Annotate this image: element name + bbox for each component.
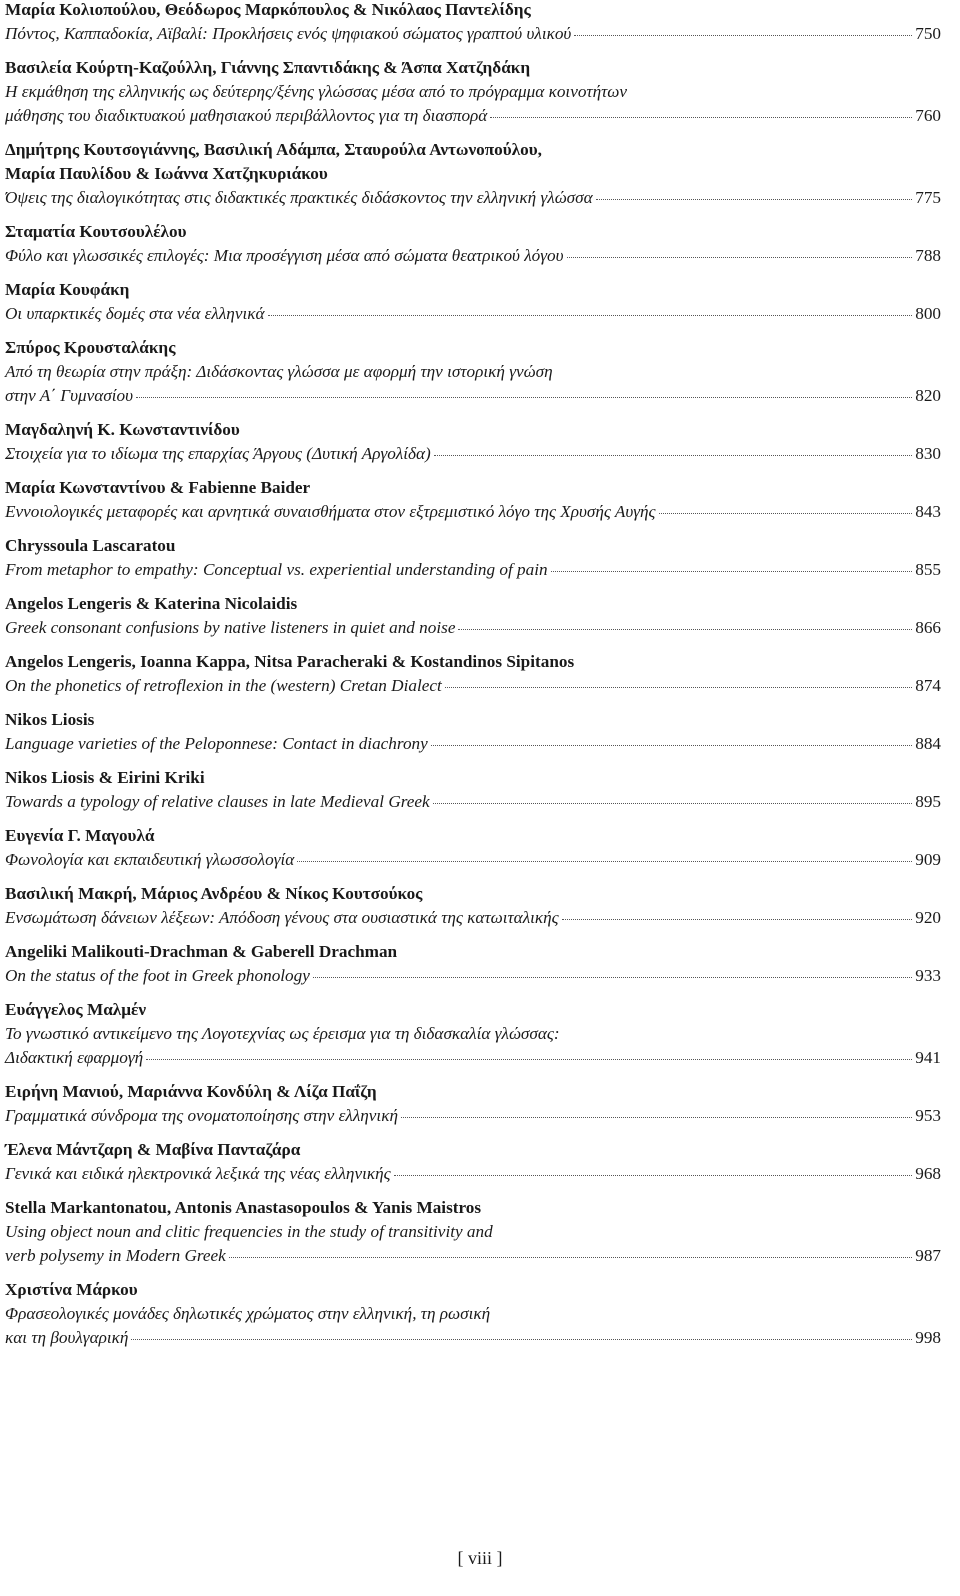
- toc-entry: [5, 278, 941, 326]
- toc-entry: [5, 220, 941, 268]
- entry-authors: Angelos Lengeris, Ioanna Kappa, Nitsa Paracheraki & Kostandinos Sipitanos: [5, 652, 575, 671]
- dot-leader: [313, 976, 912, 978]
- dot-leader: [431, 744, 912, 746]
- entry-authors: Μαγδαληνή Κ. Κωνσταντινίδου: [5, 420, 240, 439]
- toc-entry: [5, 418, 941, 466]
- entry-title-leader-line: [5, 1326, 941, 1350]
- entry-page-number: 941: [915, 1048, 941, 1067]
- entry-authors: Stella Markantonatou, Antonis Anastasopoulos & Yanis Maistros: [5, 1198, 482, 1217]
- entry-page-number: 884: [915, 734, 941, 753]
- entry-title-leader-line: [5, 1244, 941, 1268]
- entry-authors: Ευάγγελος Μαλμέν: [5, 1000, 147, 1019]
- entry-page-number: 800: [915, 304, 941, 323]
- dot-leader: [433, 802, 913, 804]
- dot-leader: [268, 314, 913, 316]
- entry-title-leader-line: [5, 22, 941, 46]
- toc-entry: [5, 766, 941, 814]
- entry-authors: Ευγενία Γ. Μαγουλά: [5, 826, 155, 845]
- entry-title-line: Από τη θεωρία στην πράξη: Διδάσκοντας γλώσσα με αφορμή την ιστορική γνώση: [5, 362, 553, 381]
- entry-title: On the status of the foot in Greek phonology: [5, 966, 310, 985]
- dot-leader: [445, 686, 912, 688]
- entry-title-leader-line: [5, 790, 941, 814]
- entry-title: Όψεις της διαλογικότητας στις διδακτικές πρακτικές διδάσκοντος την ελληνική γλώσσα: [5, 188, 593, 207]
- entry-title-leader-line: [5, 302, 941, 326]
- entry-page-number: 855: [915, 560, 941, 579]
- entry-authors: Nikos Liosis & Eirini Kriki: [5, 768, 205, 787]
- toc-entry: [5, 940, 941, 988]
- entry-authors: Έλενα Μάντζαρη & Μαβίνα Πανταζάρα: [5, 1140, 301, 1159]
- entry-title: Γραμματικά σύνδρομα της ονοματοποίησης στην ελληνική: [5, 1106, 398, 1125]
- toc-entry: [5, 824, 941, 872]
- dot-leader: [297, 860, 912, 862]
- entry-title-leader-line: [5, 848, 941, 872]
- entry-title-leader-line: [5, 674, 941, 698]
- dot-leader: [562, 918, 913, 920]
- entry-authors: Angeliki Malikouti-Drachman & Gaberell Drachman: [5, 942, 398, 961]
- entry-title-line: Η εκμάθηση της ελληνικής ως δεύτερης/ξένης γλώσσας μέσα από το πρόγραμμα κοινοτήτων: [5, 82, 628, 101]
- toc-entry: [5, 56, 941, 128]
- entry-title: Στοιχεία για το ιδίωμα της επαρχίας Άργους (Δυτική Αργολίδα): [5, 444, 431, 463]
- toc-entry: [5, 336, 941, 408]
- dot-leader: [136, 396, 912, 398]
- entry-page-number: 788: [915, 246, 941, 265]
- entry-authors: Βασιλική Μακρή, Μάριος Ανδρέου & Νίκος Κουτσούκος: [5, 884, 423, 903]
- dot-leader: [229, 1256, 912, 1258]
- toc-entry: [5, 1196, 941, 1268]
- entry-title: Οι υπαρκτικές δομές στα νέα ελληνικά: [5, 304, 265, 323]
- entry-title-leader-line: [5, 1046, 941, 1070]
- entry-authors: Χριστίνα Μάρκου: [5, 1280, 138, 1299]
- entry-title-line: Φρασεολογικές μονάδες δηλωτικές χρώματος στην ελληνική, τη ρωσική: [5, 1304, 491, 1323]
- dot-leader: [551, 570, 913, 572]
- dot-leader: [401, 1116, 912, 1118]
- entry-page-number: 820: [915, 386, 941, 405]
- toc-entry: [5, 0, 941, 46]
- entry-title-leader-line: [5, 384, 941, 408]
- toc-entry: [5, 1080, 941, 1128]
- entry-page-number: 920: [915, 908, 941, 927]
- entry-title: μάθησης του διαδικτυακού μαθησιακού περιβάλλοντος για τη διασπορά: [5, 106, 488, 125]
- toc-entry: [5, 998, 941, 1070]
- entry-page-number: 750: [915, 24, 941, 43]
- dot-leader: [394, 1174, 913, 1176]
- entry-title: Φύλο και γλωσσικές επιλογές: Μια προσέγγιση μέσα από σώματα θεατρικού λόγου: [5, 246, 564, 265]
- dot-leader: [131, 1338, 912, 1340]
- entry-authors: Βασιλεία Κούρτη-Καζούλλη, Γιάννης Σπαντιδάκης & Άσπα Χατζηδάκη: [5, 58, 531, 77]
- entry-title: στην Α΄ Γυμνασίου: [5, 386, 133, 405]
- entry-title: Language varieties of the Peloponnese: Contact in diachrony: [5, 734, 428, 753]
- toc-entry: [5, 708, 941, 756]
- toc-entry: [5, 650, 941, 698]
- dot-leader: [596, 198, 913, 200]
- entry-title: Φωνολογία και εκπαιδευτική γλωσσολογία: [5, 850, 295, 869]
- toc-entry: [5, 1138, 941, 1186]
- toc-entry: [5, 592, 941, 640]
- dot-leader: [434, 454, 912, 456]
- entry-title: Ενσωμάτωση δάνειων λέξεων: Απόδοση γένους στα ουσιαστικά της κατωιταλικής: [5, 908, 559, 927]
- entry-page-number: 909: [915, 850, 941, 869]
- entry-page-number: 843: [915, 502, 941, 521]
- entry-authors: Μαρία Κωνσταντίνου & Fabienne Baider: [5, 478, 311, 497]
- entry-title-leader-line: [5, 906, 941, 930]
- entry-authors: Δημήτρης Κουτσογιάννης, Βασιλική Αδάμπα, Σταυρούλα Αντωνοπούλου,: [5, 140, 542, 159]
- entry-title: Διδακτική εφαρμογή: [5, 1048, 144, 1067]
- dot-leader: [490, 116, 912, 118]
- dot-leader: [458, 628, 912, 630]
- entry-authors: Μαρία Κουφάκη: [5, 280, 130, 299]
- entry-title: From metaphor to empathy: Conceptual vs. experiential understanding of pain: [5, 560, 548, 579]
- toc-entry: [5, 1278, 941, 1350]
- entry-title-leader-line: [5, 616, 941, 640]
- entry-title: Greek consonant confusions by native listeners in quiet and noise: [5, 618, 456, 637]
- entry-authors: Σταματία Κουτσουλέλου: [5, 222, 187, 241]
- toc-entry: [5, 534, 941, 582]
- entry-title-leader-line: [5, 244, 941, 268]
- entry-page-number: 760: [915, 106, 941, 125]
- entry-title: Γενικά και ειδικά ηλεκτρονικά λεξικά της νέας ελληνικής: [5, 1164, 391, 1183]
- entry-page-number: 998: [915, 1328, 941, 1347]
- entry-title-line: Το γνωστικό αντικείμενο της Λογοτεχνίας ως έρεισμα για τη διδασκαλία γλώσσας:: [5, 1024, 560, 1043]
- dot-leader: [659, 512, 913, 514]
- entry-title: Towards a typology of relative clauses in late Medieval Greek: [5, 792, 430, 811]
- entry-title: και τη βουλγαρική: [5, 1328, 129, 1347]
- entry-title-leader-line: [5, 1162, 941, 1186]
- entry-title: Εννοιολογικές μεταφορές και αρνητικά συναισθήματα στον εξτρεμιστικό λόγο της Χρυσής Αυγής: [5, 502, 656, 521]
- entry-page-number: 874: [915, 676, 941, 695]
- entry-authors: Chryssoula Lascaratou: [5, 536, 176, 555]
- entry-authors: Μαρία Κολιοπούλου, Θεόδωρος Μαρκόπουλος & Νικόλαος Παντελίδης: [5, 0, 531, 19]
- entry-page-number: 933: [915, 966, 941, 985]
- entry-authors: Ειρήνη Μανιού, Μαριάννα Κονδύλη & Λίζα Παΐζη: [5, 1082, 377, 1101]
- table-of-contents: [5, 0, 941, 1360]
- entry-page-number: 866: [915, 618, 941, 637]
- toc-entry: [5, 138, 941, 210]
- entry-title-leader-line: [5, 1104, 941, 1128]
- entry-title: verb polysemy in Modern Greek: [5, 1246, 226, 1265]
- toc-entry: [5, 476, 941, 524]
- dot-leader: [567, 256, 913, 258]
- entry-title-leader-line: [5, 558, 941, 582]
- entry-title-leader-line: [5, 500, 941, 524]
- entry-page-number: 775: [915, 188, 941, 207]
- page-number: [ viii ]: [457, 1548, 503, 1568]
- entry-title-leader-line: [5, 104, 941, 128]
- entry-page-number: 830: [915, 444, 941, 463]
- entry-title: On the phonetics of retroflexion in the (western) Cretan Dialect: [5, 676, 442, 695]
- entry-title-leader-line: [5, 186, 941, 210]
- entry-page-number: 953: [915, 1106, 941, 1125]
- dot-leader: [574, 34, 912, 36]
- entry-authors: Σπύρος Κρουσταλάκης: [5, 338, 176, 357]
- entry-title: Πόντος, Καππαδοκία, Αϊβαλί: Προκλήσεις ενός ψηφιακού σώματος γραπτού υλικού: [5, 24, 572, 43]
- entry-page-number: 895: [915, 792, 941, 811]
- entry-authors-cont: Μαρία Παυλίδου & Ιωάννα Χατζηκυριάκου: [5, 164, 328, 183]
- entry-title-leader-line: [5, 964, 941, 988]
- entry-title-line: Using object noun and clitic frequencies in the study of transitivity and: [5, 1222, 493, 1241]
- entry-authors: Nikos Liosis: [5, 710, 95, 729]
- entry-page-number: 987: [915, 1246, 941, 1265]
- entry-page-number: 968: [915, 1164, 941, 1183]
- dot-leader: [146, 1058, 912, 1060]
- toc-entry: [5, 882, 941, 930]
- entry-title-leader-line: [5, 732, 941, 756]
- entry-authors: Angelos Lengeris & Katerina Nicolaidis: [5, 594, 298, 613]
- entry-title-leader-line: [5, 442, 941, 466]
